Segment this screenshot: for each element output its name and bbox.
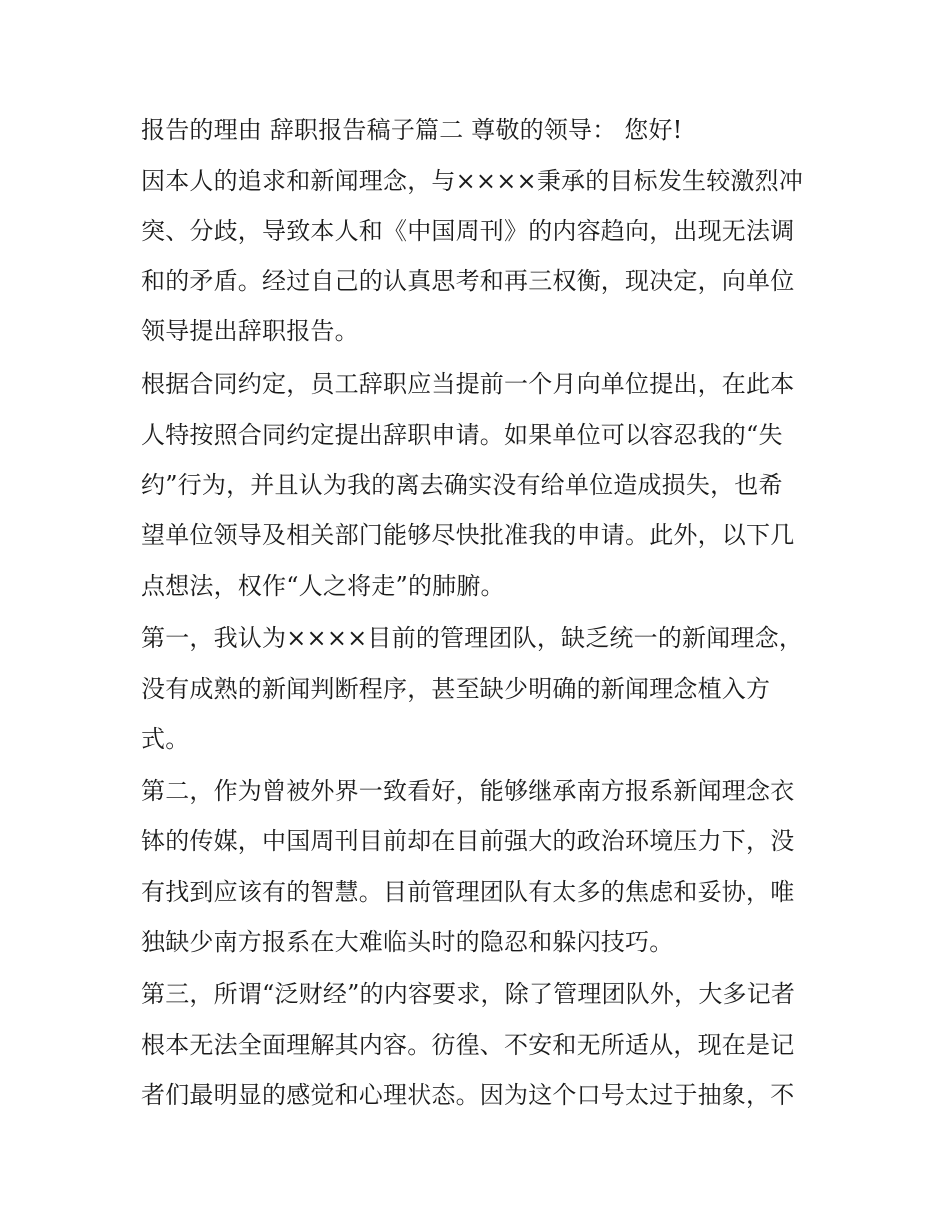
text-line: 报告的理由 辞职报告稿子篇二 尊敬的领导： 您好! <box>141 116 683 144</box>
text-line: 者们最明显的感觉和心理状态。因为这个口号太过于抽象，不 <box>141 1081 795 1109</box>
text-line: 根本无法全面理解其内容。彷徨、不安和无所适从，现在是记 <box>141 1031 795 1059</box>
text-line: 约”行为，并且认为我的离去确实没有给单位造成损失，也希 <box>141 471 783 499</box>
text-line: 独缺少南方报系在大难临头时的隐忍和躲闪技巧。 <box>141 928 674 956</box>
text-line: 突、分歧，导致本人和《中国周刊》的内容趋向，出现无法调 <box>141 217 795 245</box>
text-line: 领导提出辞职报告。 <box>141 317 359 345</box>
text-line: 没有成熟的新闻判断程序，甚至缺少明确的新闻理念植入方 <box>141 675 771 703</box>
text-line: 第一，我认为××××目前的管理团队，缺乏统一的新闻理念， <box>141 624 804 652</box>
text-line: 第二，作为曾被外界一致看好，能够继承南方报系新闻理念衣 <box>141 777 795 805</box>
text-line: 钵的传媒，中国周刊目前却在目前强大的政治环境压力下，没 <box>141 827 795 855</box>
text-line: 人特按照合同约定提出辞职申请。如果单位可以容忍我的“失 <box>141 421 783 449</box>
text-line: 式。 <box>141 725 190 753</box>
text-line: 点想法，权作“人之将走”的肺腑。 <box>141 572 505 600</box>
text-line: 望单位领导及相关部门能够尽快批准我的申请。此外，以下几 <box>141 521 795 549</box>
text-line: 因本人的追求和新闻理念，与××××秉承的目标发生较激烈冲 <box>141 167 804 195</box>
text-line: 和的矛盾。经过自己的认真思考和再三权衡，现决定，向单位 <box>141 267 795 295</box>
text-line: 根据合同约定，员工辞职应当提前一个月向单位提出，在此本 <box>141 370 795 398</box>
text-line: 有找到应该有的智慧。目前管理团队有太多的焦虑和妥协，唯 <box>141 878 795 906</box>
text-line: 第三，所谓“泛财经”的内容要求，除了管理团队外，大多记者 <box>141 980 796 1008</box>
